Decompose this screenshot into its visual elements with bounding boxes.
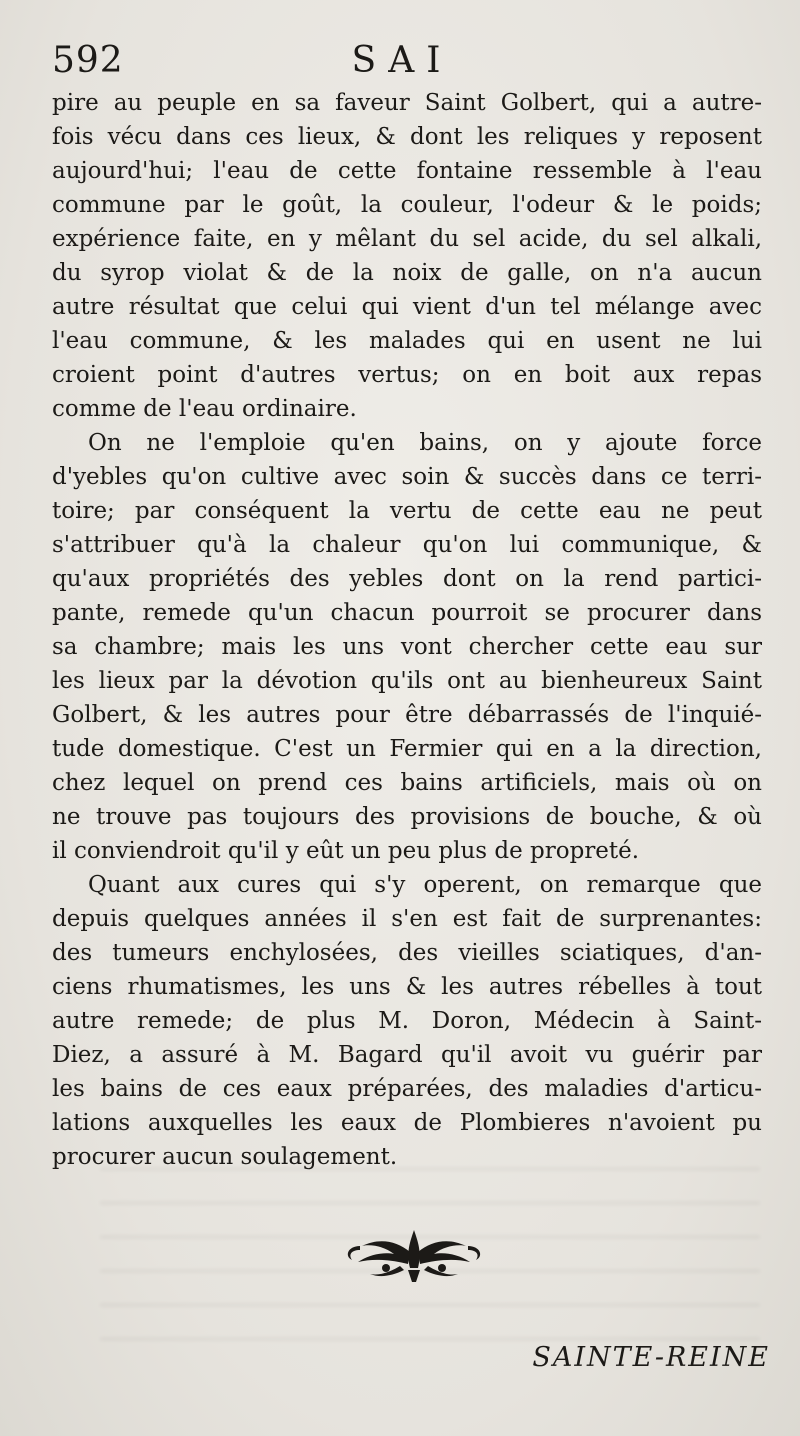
fleuron-ornament-icon [340,1222,488,1286]
text-line: comme de l'eau ordinaire. [52,396,357,422]
running-head: SAI [351,40,453,81]
text-line: les lieux par la dévotion qu'ils ont au bienheureux Saint [52,668,762,694]
text-line: aujourd'hui; l'eau de cette fontaine ressemble à l'eau [52,158,762,184]
text-line: fois vécu dans ces lieux, & dont les reliques y reposent [52,124,762,150]
page-number: 592 [52,40,124,81]
text-line: ne trouve pas toujours des provisions de bouche, & où [52,804,762,830]
text-line: pire au peuple en sa faveur Saint Golbert, qui a autre- [52,90,762,116]
paragraph-2 [52,426,762,868]
text-line: tude domestique. C'est un Fermier qui en a la direction, [52,736,762,762]
text-line: il conviendroit qu'il y eût un peu plus de propreté. [52,838,640,864]
text-line: lations auxquelles les eaux de Plombieres n'avoient pu [52,1110,762,1136]
paragraph-3 [52,868,762,1174]
text-line: procurer aucun soulagement. [52,1144,398,1170]
text-line: chez lequel on prend ces bains artificiels, mais où on [52,770,762,796]
text-line: Golbert, & les autres pour être débarrassés de l'inquié- [52,702,762,728]
text-line: autre résultat que celui qui vient d'un tel mélange avec [52,294,762,320]
body-text [52,86,762,1174]
text-line: commune par le goût, la couleur, l'odeur & le poids; [52,192,762,218]
paragraph-1 [52,86,762,426]
text-line: autre remede; de plus M. Doron, Médecin à Saint- [52,1008,762,1034]
text-line: pante, remede qu'un chacun pourroit se procurer dans [52,600,762,626]
text-line: Diez, a assuré à M. Bagard qu'il avoit vu guérir par [52,1042,762,1068]
text-line: qu'aux propriétés des yebles dont on la rend partici- [52,566,762,592]
text-line: Quant aux cures qui s'y operent, on remarque que [88,872,762,898]
text-line: On ne l'emploie qu'en bains, on y ajoute force [88,430,762,456]
text-line: toire; par conséquent la vertu de cette eau ne peut [52,498,762,524]
text-line: expérience faite, en y mêlant du sel acide, du sel alkali, [52,226,762,252]
text-line: des tumeurs enchylosées, des vieilles sciatiques, d'an- [52,940,762,966]
text-line: sa chambre; mais les uns vont chercher cette eau sur [52,634,762,660]
text-line: croient point d'autres vertus; on en boit aux repas [52,362,762,388]
text-line: d'yebles qu'on cultive avec soin & succès dans ce terri- [52,464,762,490]
text-line: l'eau commune, & les malades qui en usent ne lui [52,328,762,354]
page-header [52,40,752,92]
text-line: du syrop violat & de la noix de galle, on n'a aucun [52,260,762,286]
text-line: s'attribuer qu'à la chaleur qu'on lui communique, & [52,532,762,558]
text-line: les bains de ces eaux préparées, des maladies d'articu- [52,1076,762,1102]
catchword: SAINTE-REINE [532,1342,770,1373]
text-line: depuis quelques années il s'en est fait de surprenantes: [52,906,762,932]
text-line: ciens rhumatismes, les uns & les autres rébelles à tout [52,974,762,1000]
